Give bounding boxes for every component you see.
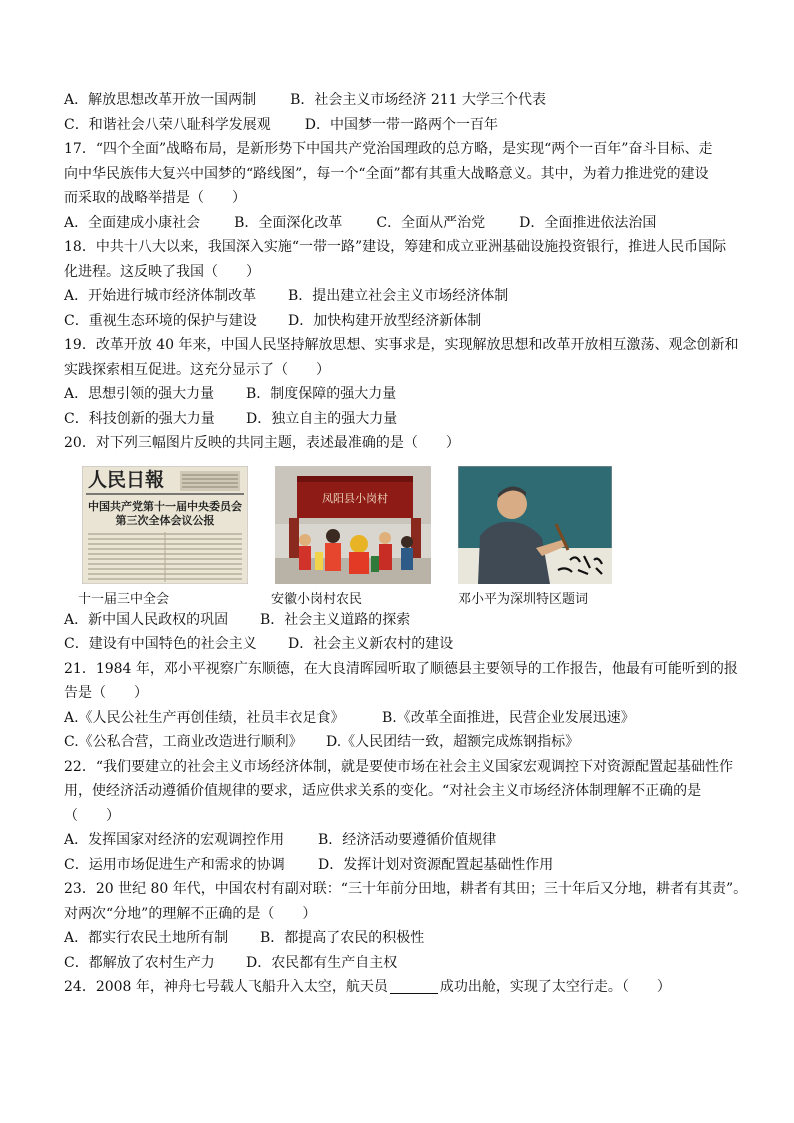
q24-answer-blank (390, 977, 438, 994)
q16-option-b: B．社会主义市场经济 211 大学三个代表 (290, 92, 547, 108)
q24-stem-part2: 成功出舱，实现了太空行走。（ ） (439, 979, 671, 995)
newspaper-image (82, 466, 248, 584)
q22-options-row2 (64, 853, 734, 878)
q18-option-b: B．提出建立社会主义市场经济体制 (288, 288, 509, 304)
q23-options-row1 (64, 926, 734, 951)
q19-stem-line2: 实践探索相互促进。这充分显示了（ ） (64, 361, 330, 378)
q23-option-a: A．都实行农民土地所有制 (64, 930, 229, 946)
q20-option-a: A．新中国人民政权的巩固 (64, 611, 229, 628)
q18-option-c: C．重视生态环境的保护与建设 (64, 312, 257, 329)
q23-option-d: D．农民都有生产自主权 (246, 954, 398, 971)
q16-options-row1 (64, 88, 734, 113)
q17-options (64, 211, 734, 236)
q19-option-d: D．独立自主的强大力量 (246, 410, 398, 427)
q23-option-c: C．都解放了农村生产力 (64, 954, 215, 971)
q17-option-b: B．全面深化改革 (234, 214, 343, 231)
q22-stem-line2: 用，使经济活动遵循价值规律的要求，适应供求关系的变化。“对社会主义市场经济体制理解不正确的是 (64, 783, 702, 799)
q23-option-b: B．都提高了农民的积极性 (260, 930, 425, 946)
q19-option-c: C．科技创新的强大力量 (64, 410, 215, 427)
newspaper-headline-line2: 第三次全体会议公报 (115, 513, 215, 527)
q21-options-row2 (64, 730, 734, 755)
q21-options-row1 (64, 706, 734, 731)
q20-option-d: D．社会主义新农村的建设 (288, 636, 454, 652)
q18-options-row2 (64, 309, 734, 334)
q19-stem-line1: 19．改革开放 40 年来，中国人民坚持解放思想、实事求是，实现解放思想和改革开放相互激荡、观念创新和 (64, 337, 739, 353)
q23-options-row2 (64, 951, 734, 976)
q20-stem: 20．对下列三幅图片反映的共同主题，表述最准确的是（ ） (64, 435, 460, 451)
q20-figure-row (64, 460, 734, 608)
q19-options-row2 (64, 407, 734, 432)
q18-stem-line2: 化进程。这反映了我国（ ） (64, 263, 260, 280)
newspaper-headline-line1: 中国共产党第十一届中央委员会 (88, 499, 242, 513)
q23-stem-line2: 对两次“分地”的理解不正确的是（ ） (64, 905, 317, 922)
q17-stem-line3: 而采取的战略举措是（ ） (64, 190, 246, 206)
q18-options-row1 (64, 284, 734, 309)
q20-options-row2 (64, 632, 734, 657)
q21-stem-line1: 21．1984 年，邓小平视察广东顺德，在大良清晖园听取了顺德县主要领导的工作报告，他最有可能听到的报 (64, 660, 738, 677)
q23-stem-line1: 23．20 世纪 80 年代，中国农村有副对联：“三十年前分田地，耕者有其田；三十年后又分地，耕者有其责”。 (64, 881, 748, 897)
newspaper-masthead: 人民日報 (88, 468, 165, 491)
caption-newspaper: 十一届三中全会 (78, 591, 170, 607)
q17-stem-line2: 向中华民族伟大复兴中国梦的“路线图”，每一个“全面”都有其重大战略意义。其中，为着力推进党的建设 (64, 165, 709, 182)
q22-options-row1 (64, 828, 734, 853)
q22-option-b: B．经济活动要遵循价值规律 (318, 832, 497, 848)
xiaogang-village-photo (275, 466, 431, 584)
q19-options-row1 (64, 382, 734, 407)
q24-stem-part1: 24．2008 年，神舟七号载人飞船升入太空，航天员 (64, 979, 388, 995)
q24-stem (64, 975, 734, 1000)
deng-calligraphy-photo (458, 466, 612, 584)
q20-option-c: C．建设有中国特色的社会主义 (64, 636, 257, 652)
q22-stem-line3: （ ） (64, 807, 120, 824)
q17-option-d: D．全面推进依法治国 (519, 214, 657, 231)
q22-option-d: D．发挥计划对资源配置起基础性作用 (318, 856, 554, 873)
q18-option-d: D．加快构建开放型经济新体制 (288, 312, 482, 329)
q22-option-c: C．运用市场促进生产和需求的协调 (64, 856, 285, 873)
q17-option-c: C．全面从严治党 (376, 214, 486, 231)
q22-option-a: A．发挥国家对经济的宏观调控作用 (64, 832, 285, 848)
q21-option-d: D.《人民团结一致，超额完成炼钢指标》 (326, 734, 580, 750)
caption-village: 安徽小岗村农民 (271, 591, 363, 607)
q21-option-b: B.《改革全面推进，民营企业发展迅速》 (382, 709, 635, 726)
q16-option-c: C．和谐社会八荣八耻科学发展观 (64, 116, 271, 133)
q18-option-a: A．开始进行城市经济体制改革 (64, 288, 257, 304)
q21-option-a: A.《人民公社生产再创佳绩，社员丰衣足食》 (64, 709, 345, 726)
q19-option-a: A．思想引领的强大力量 (64, 386, 215, 402)
q18-stem-line1: 18．中共十八大以来，我国深入实施“一带一路”建设，筹建和成立亚洲基础设施投资银行，推进人民币国际 (64, 239, 727, 255)
village-banner-text: 凤阳县小岗村 (322, 491, 388, 505)
q19-option-b: B．制度保障的强大力量 (246, 386, 397, 402)
q16-options-row2 (64, 113, 734, 138)
q22-stem-line1: 22．“我们要建立的社会主义市场经济体制，就是要使市场在社会主义国家宏观调控下对资源配置起基础性作 (64, 758, 733, 775)
q17-option-a: A．全面建成小康社会 (64, 214, 201, 231)
caption-deng: 邓小平为深圳特区题词 (458, 591, 589, 607)
q21-option-c: C.《公私合营，工商业改造进行顺利》 (64, 734, 303, 750)
q17-stem-line1: 17．“四个全面”战略布局，是新形势下中国共产党治国理政的总方略，是实现“两个一百年”奋斗目标、走 (64, 141, 713, 157)
q20-option-b: B．社会主义道路的探索 (260, 611, 411, 628)
q21-stem-line2: 告是（ ） (64, 685, 148, 701)
q16-option-d: D．中国梦一带一路两个一百年 (304, 116, 498, 133)
exam-page (64, 88, 748, 1000)
q16-option-a: A．解放思想改革开放一国两制 (64, 92, 257, 108)
